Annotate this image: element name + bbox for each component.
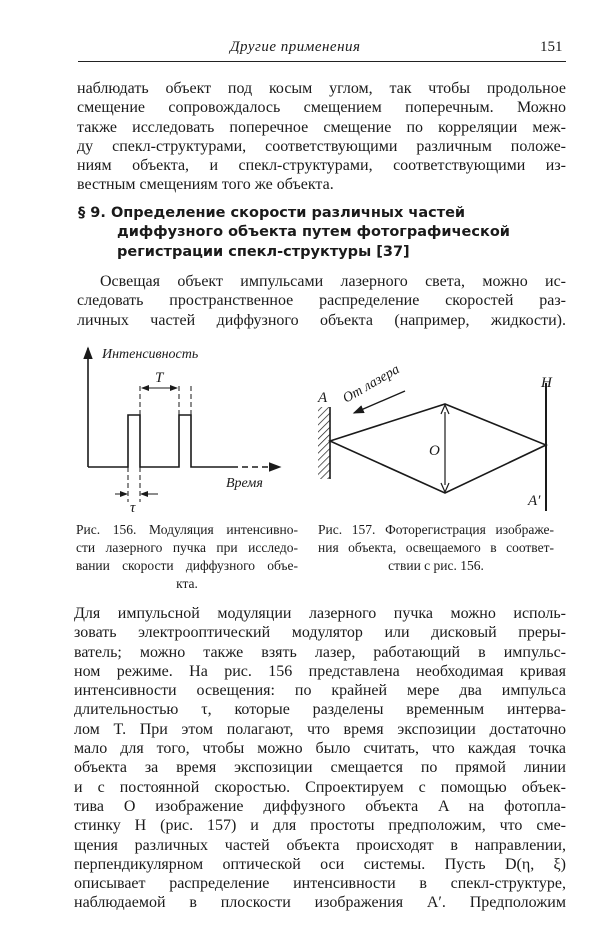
laser-label: От лазера [340, 362, 403, 407]
text-line: ватель; можно также взять лазер, работающий в импульс- [74, 643, 566, 661]
text-line: интенсивности освещения: по крайней мере два импульса [74, 682, 566, 700]
y-axis-label: Интенсивность [102, 347, 199, 362]
text-line: зовать электрооптический модулятор или дисковый преры- [74, 624, 566, 642]
x-axis-label: Время [226, 476, 263, 491]
heading-line: § 9. Определение скорости различных частей [78, 205, 466, 221]
plate-label: H [541, 375, 552, 391]
page-number: 151 [540, 39, 563, 55]
text-line: личных частей диффузного объекта (например, жидкости). [77, 311, 566, 329]
caption-line: сти лазерного пучка при исследо- [76, 540, 298, 555]
paragraph-3 [74, 604, 566, 913]
lens-label: O [429, 443, 440, 459]
pulse-curve [88, 415, 232, 467]
text-line: стинку H (рис. 157) и для простоты предположим, что сме- [74, 817, 566, 835]
text-line: также исследовать поперечное смещение по корреляции меж- [77, 118, 566, 136]
caption-line: ния объекта, освещаемого в соответ- [318, 540, 554, 555]
guide-lines [128, 384, 191, 502]
text-line: ду спекл-структурами, соответствующими различным положе- [77, 137, 566, 155]
caption-line: ствии с рис. 156. [388, 558, 484, 573]
text-line: ниям объекта, и спекл-структурами, соответствующими из- [77, 157, 566, 175]
text-line: тива O изображение диффузного объекта A на фотопла- [74, 797, 566, 815]
text-line: объекта за время экспозиции смещается по прямой линии [74, 759, 566, 777]
text-line: лом T. При этом полагают, что время экспозиции достаточно [74, 720, 566, 738]
object-label: A [318, 390, 328, 406]
text-line: и с постоянной скоростью. Спроектируем с помощью объек- [74, 778, 566, 796]
figure-156-caption [76, 521, 298, 593]
period-label: T [155, 370, 164, 386]
image-label: A′ [528, 493, 541, 509]
text-line: перпендикулярном оптической оси системы. Пусть D(η, ξ) [74, 855, 566, 873]
text-line: Для импульсной модуляции лазерного пучка можно исполь- [74, 605, 566, 622]
text-line: вестным смещениям того же объекта. [77, 176, 334, 194]
text-line: мало для того, чтобы можно было считать, что каждая точка [74, 740, 566, 758]
text-line: описывает распределение интенсивности в спекл-структуре, [74, 875, 566, 893]
text-line: щения различных частей объекта происходят в направлении, [74, 836, 566, 854]
text-line: наблюдаемой в плоскости изображения A′. Предположим [74, 894, 566, 912]
caption-line: вании скорости диффузного объе- [76, 558, 298, 573]
text-line: наблюдать объект под косым углом, так чтобы продольное [77, 80, 566, 97]
width-label: τ [130, 500, 136, 516]
text-line: Освещая объект импульсами лазерного света, можно ис- [100, 273, 566, 290]
object-surface [318, 407, 330, 479]
caption-line: кта. [176, 576, 198, 591]
heading-line: регистрации спекл-структуры [37] [117, 243, 410, 260]
figure-157-caption [318, 521, 554, 575]
text-line: смещение сопровождалось смещением поперечным. Можно [77, 99, 566, 117]
heading-line: диффузного объекта путем фотографической [117, 224, 510, 241]
caption-line: Рис. 156. Модуляция интенсивно- [76, 522, 298, 537]
text-line: следовать пространственное распределение скоростей раз- [77, 292, 566, 310]
running-header: Другие применения [230, 39, 361, 55]
text-line: длительностью τ, которые разделены временным интерва- [74, 701, 566, 719]
caption-line: Рис. 157. Фоторегистрация изображе- [318, 522, 554, 537]
text-line: ном режиме. На рис. 156 представлена необходимая кривая [74, 662, 566, 680]
